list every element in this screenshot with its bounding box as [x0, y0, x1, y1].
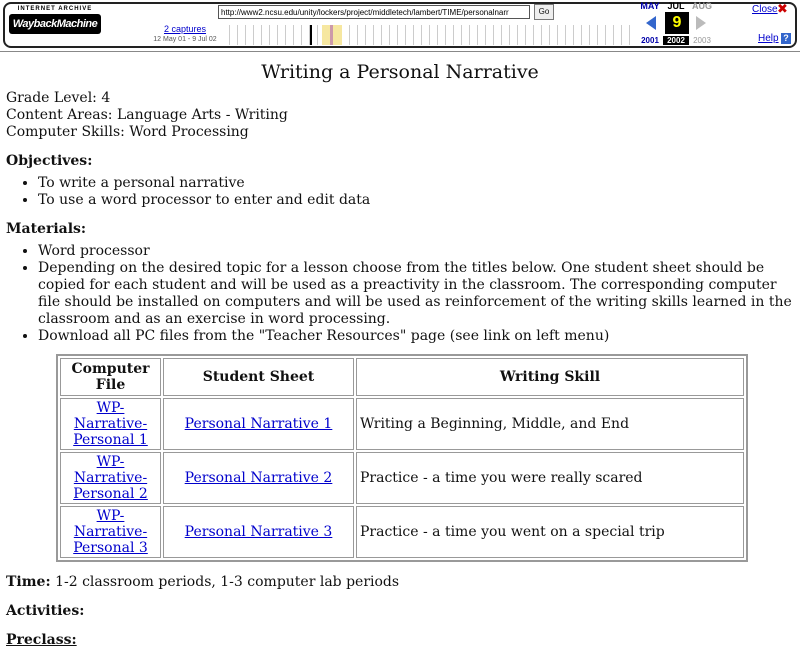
computer-skills: Computer Skills: Word Processing [6, 124, 249, 140]
page-content [6, 60, 794, 654]
prev-month[interactable]: MAY [640, 1, 660, 11]
table-cell [163, 506, 354, 558]
captures-link[interactable]: 2 captures [163, 24, 207, 34]
objectives-heading: Objectives: [6, 153, 93, 169]
list-item: • Depending on the desired topic for a lesson choose from the titles below. One student sheet should be copied for each student and will be used as a preactivity in the classroom. The corresponding computer file should be installed on computers and will be used as reinforcement of the writing skills learned in the classroom and as an exercise in word processing. [38, 260, 794, 328]
current-year: 2002 [663, 36, 689, 45]
list-item: • Download all PC files from the "Teacher Resources" page (see link on left menu) [38, 328, 794, 345]
list-item: • To write a personal narrative [38, 175, 794, 192]
computer-file-link[interactable]: WP-Narrative-Personal 1 [73, 400, 148, 448]
next-capture-arrow-icon [696, 16, 706, 30]
time-value: 1-2 classroom periods, 1-3 computer lab periods [50, 574, 400, 590]
time-label: Time: [6, 574, 51, 590]
wayback-logo[interactable] [9, 6, 101, 40]
prev-year[interactable]: 2001 [641, 36, 659, 45]
list-item: • To use a word processor to enter and edit data [38, 192, 794, 209]
prev-capture-arrow-icon[interactable] [646, 16, 656, 30]
wayback-toolbar [0, 0, 800, 52]
close-icon[interactable]: ✖ [777, 1, 788, 16]
col-header-computer-file: Computer File [60, 358, 161, 396]
col-header-student-sheet: Student Sheet [163, 358, 354, 396]
next-year: 2003 [693, 36, 711, 45]
captures-range: 12 May 01 - 9 Jul 02 [153, 36, 217, 43]
col-header-writing-skill: Writing Skill [356, 358, 744, 396]
table-cell [163, 398, 354, 450]
student-sheet-link[interactable]: Personal Narrative 1 [184, 416, 333, 432]
next-month: AUG [692, 1, 712, 11]
content-areas: Content Areas: Language Arts - Writing [6, 107, 288, 123]
computer-file-link[interactable]: WP-Narrative-Personal 2 [73, 454, 148, 502]
help-icon[interactable]: ? [781, 33, 791, 44]
table-row [60, 398, 744, 450]
current-month: JUL [667, 1, 685, 11]
preclass-heading: Preclass: [6, 632, 77, 648]
table-header-row [60, 358, 744, 396]
table-row [60, 506, 744, 558]
help-link[interactable]: Help [758, 33, 779, 44]
close-link[interactable]: Close [752, 4, 778, 15]
grade-level: Grade Level: 4 [6, 90, 111, 106]
table-cell [60, 506, 161, 558]
current-day: 9 [665, 12, 689, 34]
capture-timeline[interactable] [222, 25, 630, 45]
writing-skill-cell: Practice - a time you were really scared [356, 452, 744, 504]
timeline-current-mark[interactable] [330, 25, 333, 45]
table-cell [60, 398, 161, 450]
computer-file-link[interactable]: WP-Narrative-Personal 3 [73, 508, 148, 556]
writing-skill-cell: Writing a Beginning, Middle, and End [356, 398, 744, 450]
resources-table [56, 354, 748, 562]
logo-top-text: INTERNET ARCHIVE [17, 6, 93, 12]
logo-main-text: WaybackMachine [9, 14, 101, 34]
time-line [6, 574, 794, 591]
activities-heading: Activities: [6, 603, 85, 619]
student-sheet-link[interactable]: Personal Narrative 3 [184, 524, 333, 540]
table-row [60, 452, 744, 504]
writing-skill-cell: Practice - a time you went on a special trip [356, 506, 744, 558]
captures-info [140, 24, 230, 43]
objectives-list [6, 175, 794, 209]
table-cell [60, 452, 161, 504]
list-item: • Word processor [38, 243, 794, 260]
url-input[interactable]: http://www2.ncsu.edu/unity/lockers/project/middletech/lambert/TIME/personalnarr [218, 5, 530, 19]
timeline-capture-mark[interactable] [310, 25, 312, 45]
student-sheet-link[interactable]: Personal Narrative 2 [184, 470, 333, 486]
materials-list [6, 243, 794, 345]
page-title: Writing a Personal Narrative [261, 61, 539, 83]
materials-heading: Materials: [6, 221, 87, 237]
go-button[interactable]: Go [534, 4, 554, 20]
table-cell [163, 452, 354, 504]
